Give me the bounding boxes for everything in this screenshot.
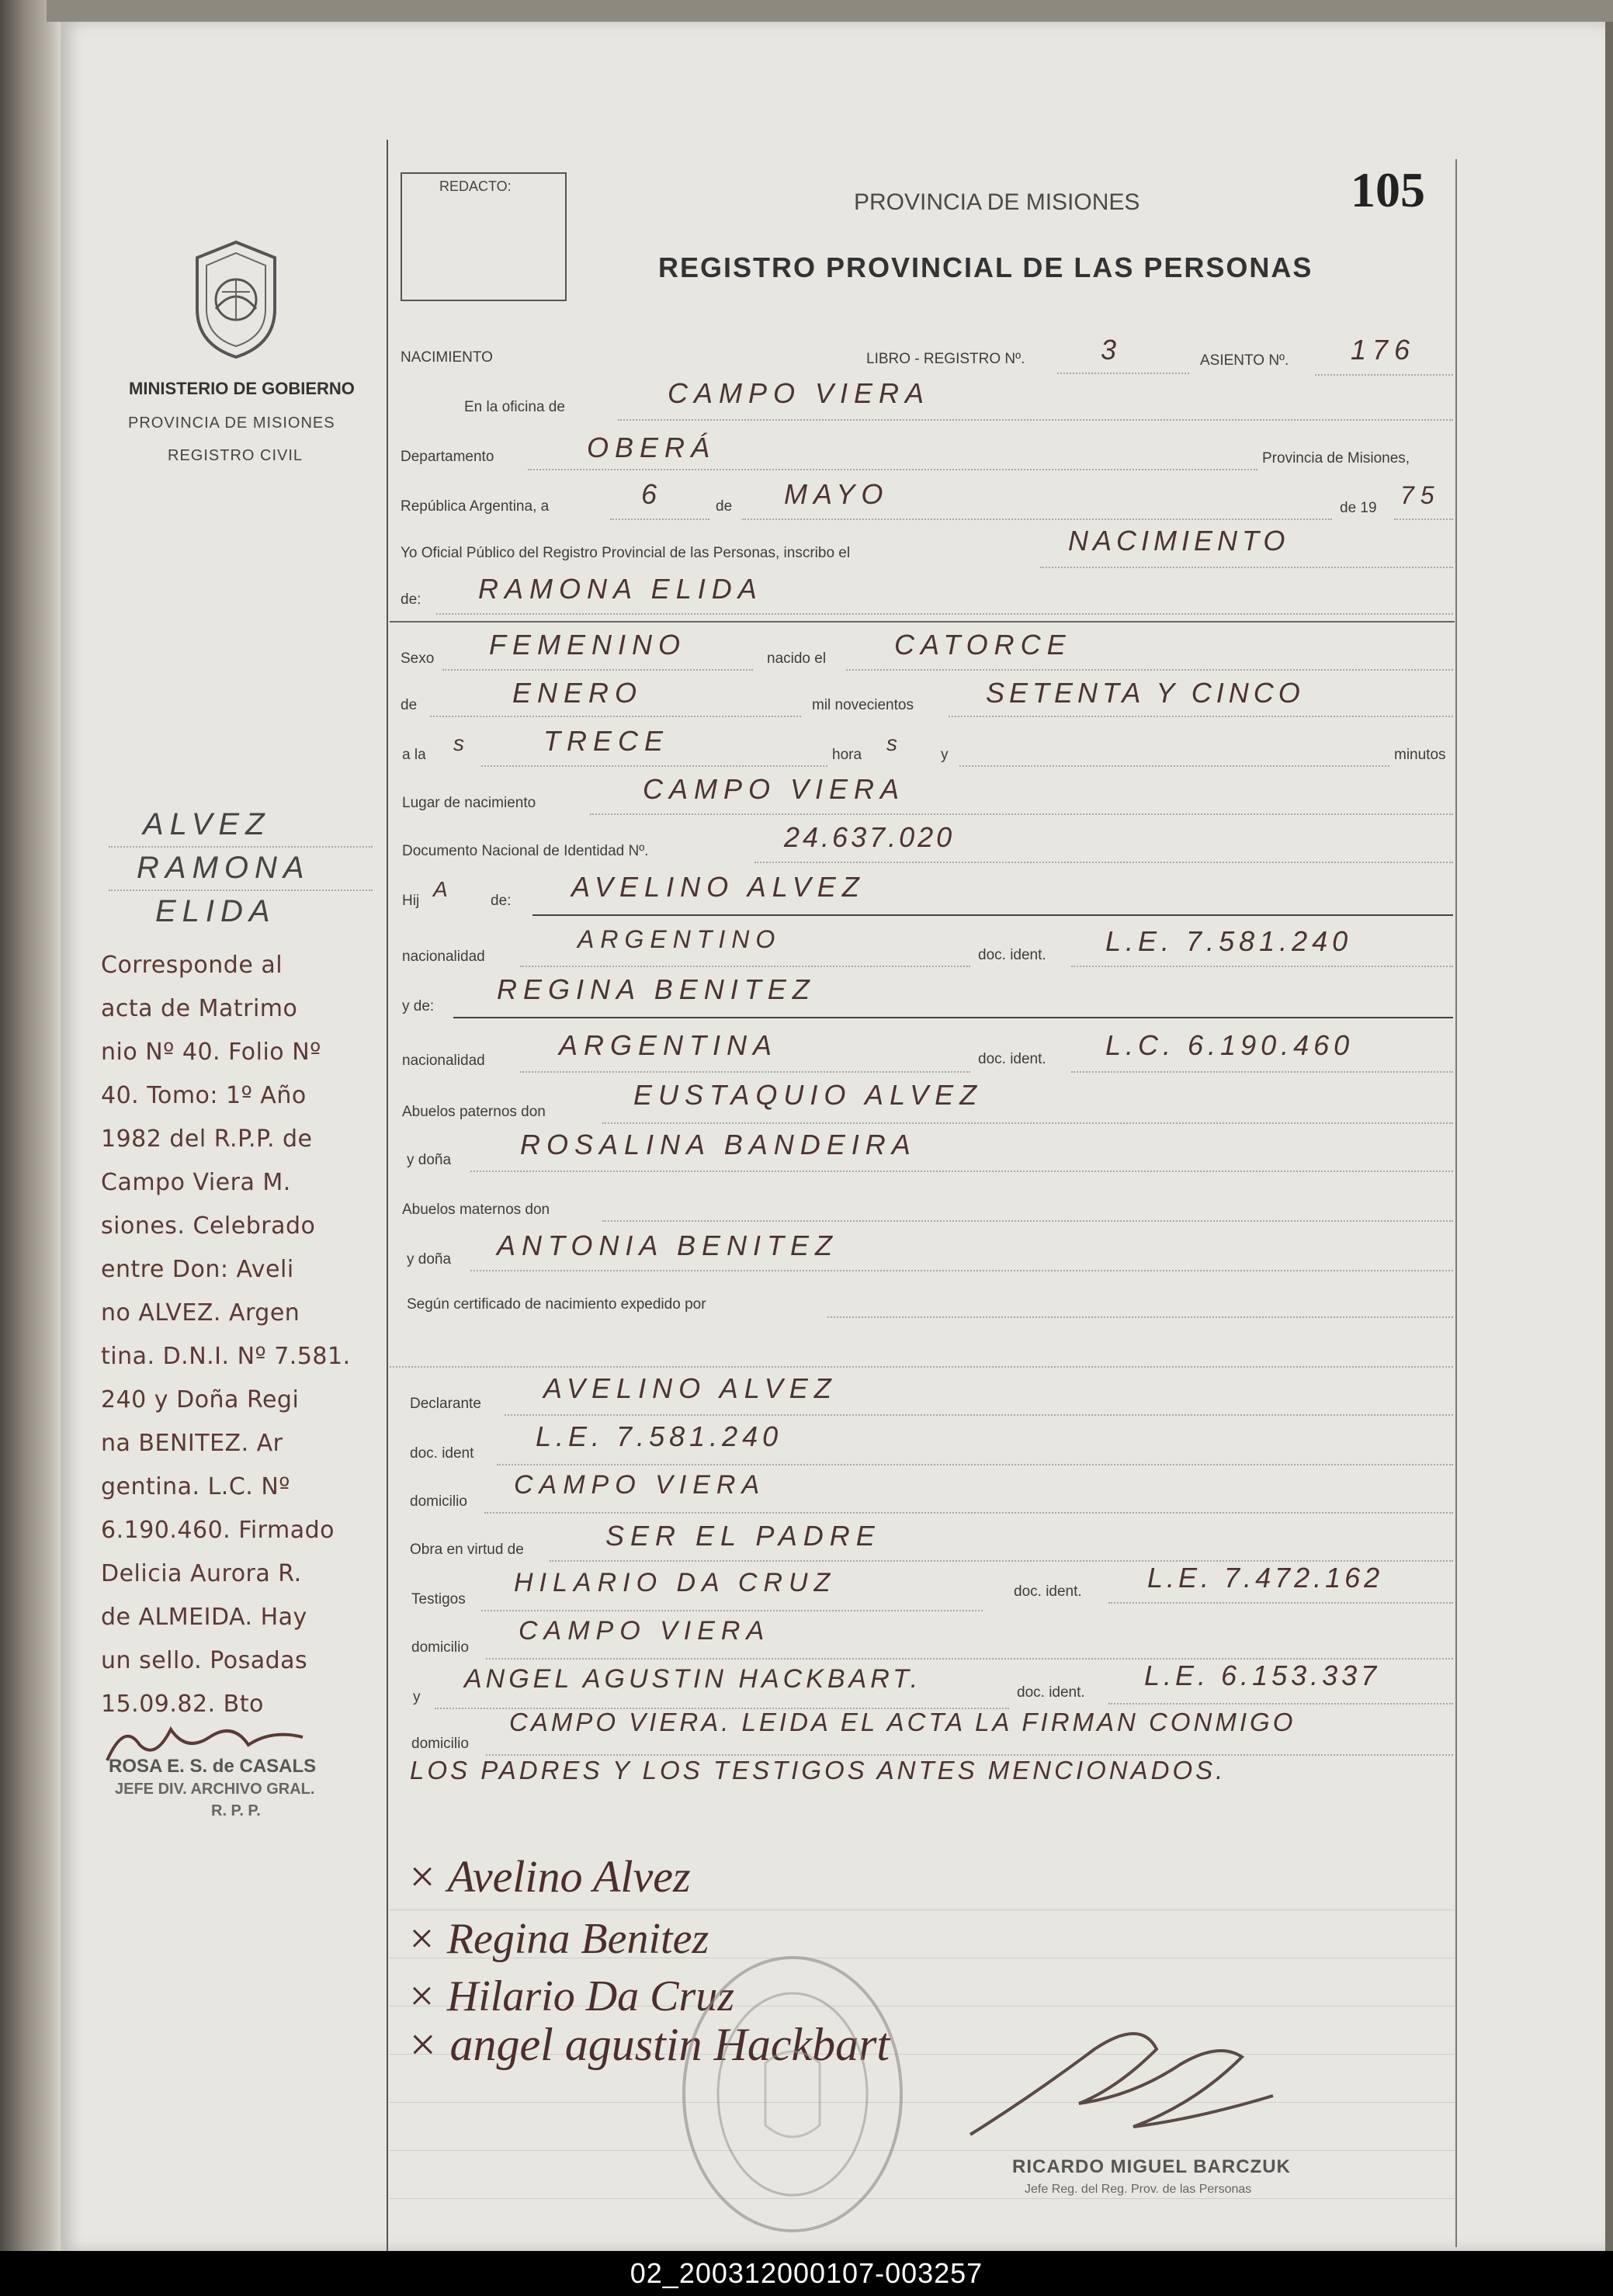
abuelo-pat-value: EUSTAQUIO ALVEZ <box>633 1079 983 1111</box>
padre-line <box>532 914 1453 916</box>
margin-note-line: tina. D.N.I. Nº 7.581. <box>101 1343 351 1370</box>
republica-label: República Argentina, a <box>401 498 550 515</box>
declarante-dom-line <box>484 1512 1453 1514</box>
asiento-label: ASIENTO Nº. <box>1200 352 1289 369</box>
padre-doc-value: L.E. 7.581.240 <box>1105 925 1353 957</box>
margin-line <box>109 846 373 848</box>
page-number: 105 <box>1351 162 1425 217</box>
sexo-label: Sexo <box>401 650 435 667</box>
departamento-label: Departamento <box>401 449 494 465</box>
dni-line <box>754 862 1453 863</box>
margin-stamp-line3: R. P. P. <box>211 1802 261 1819</box>
lugar-value: CAMPO VIERA <box>643 773 906 805</box>
abuela-mat-line <box>470 1270 1453 1271</box>
margin-note-line: gentina. L.C. Nº <box>101 1473 290 1500</box>
de19-label: de 19 <box>1340 500 1377 516</box>
nacido-mes-line <box>430 716 801 717</box>
margin-note-line: 6.190.460. Firmado <box>101 1517 335 1544</box>
y-dona-label: y doña <box>407 1152 452 1168</box>
filename-label: 02_200312000107-003257 <box>630 2257 983 2289</box>
margin-note-line: acta de Matrimo <box>101 995 298 1022</box>
y-dona2-label: y doña <box>407 1251 452 1268</box>
ministry-line3: REGISTRO CIVIL <box>168 447 304 464</box>
segun-line-2 <box>390 1366 1453 1368</box>
declarante-doc-value: L.E. 7.581.240 <box>536 1420 783 1452</box>
obra-value: SER EL PADRE <box>605 1520 881 1552</box>
nacido-anio-line <box>949 716 1453 717</box>
segun-label: Según certificado de nacimiento expedido por <box>407 1296 706 1313</box>
y-label: y <box>941 747 949 763</box>
doc-ident5-label: doc. ident. <box>1017 1684 1085 1701</box>
declarante-dom-value: CAMPO VIERA <box>514 1470 766 1500</box>
domicilio3-label: domicilio <box>411 1736 469 1752</box>
doc-ident2-label: doc. ident. <box>978 1051 1046 1067</box>
margin-note-line: 40. Tomo: 1º Año <box>101 1082 307 1109</box>
mes-line <box>742 519 1332 520</box>
lugar-line <box>590 813 1453 815</box>
madre-doc-value: L.C. 6.190.460 <box>1105 1029 1355 1061</box>
mil-label: mil novecientos <box>812 697 914 713</box>
ruled-line <box>390 2198 1455 2199</box>
doc-ident4-label: doc. ident. <box>1014 1583 1082 1600</box>
province-title: PROVINCIA DE MISIONES <box>854 189 1140 215</box>
margin-note-line: Campo Viera M. <box>101 1169 291 1196</box>
nacimiento-label: NACIMIENTO <box>401 349 493 366</box>
official-name: RICARDO MIGUEL BARCZUK <box>1012 2156 1291 2177</box>
abuelos-mat-label: Abuelos maternos don <box>402 1202 550 1218</box>
testigo1-dom-value: CAMPO VIERA <box>519 1616 771 1646</box>
a-la-label: a la <box>402 747 426 763</box>
testigo2-doc-line <box>1108 1703 1453 1705</box>
nacido-label: nacido el <box>767 650 827 667</box>
closing-value: LOS PADRES Y LOS TESTIGOS ANTES MENCIONADOS. <box>410 1756 1226 1784</box>
ruled-line <box>390 2102 1455 2103</box>
nacido-anio-value: SETENTA Y CINCO <box>986 677 1305 709</box>
a-la-suffix: s <box>453 731 466 755</box>
padre-value: AVELINO ALVEZ <box>571 871 865 903</box>
abuela-mat-value: ANTONIA BENITEZ <box>497 1230 839 1261</box>
de2-label: de <box>401 697 418 713</box>
asiento-line <box>1315 374 1453 376</box>
redacto-box <box>401 172 567 301</box>
ruled-line <box>390 2150 1455 2151</box>
declarante-line <box>505 1414 1453 1416</box>
nacido-dia-value: CATORCE <box>894 629 1072 661</box>
margin-note-line: un sello. Posadas <box>101 1647 308 1674</box>
signature-avelino: Avelino Alvez <box>447 1851 691 1902</box>
margin-line <box>109 890 373 891</box>
minutos-label: minutos <box>1394 747 1446 763</box>
margin-note-line: 240 y Doña Regi <box>101 1386 300 1413</box>
madre-nac-value: ARGENTINA <box>559 1029 779 1061</box>
official-seal-icon <box>672 1947 913 2242</box>
margin-name2: ELIDA <box>155 894 276 928</box>
hora-line <box>481 765 827 767</box>
section-divider <box>390 621 1455 623</box>
signature-1: × Avelino Alvez <box>407 1851 691 1902</box>
padre-doc-line <box>1071 966 1453 967</box>
testigo1-doc-value: L.E. 7.472.162 <box>1147 1562 1384 1594</box>
lugar-label: Lugar de nacimiento <box>402 795 536 811</box>
official-title: Jefe Reg. del Reg. Prov. de las Personas <box>1025 2183 1252 2196</box>
margin-note-line: Delicia Aurora R. <box>101 1560 302 1587</box>
signature-4: × angel agustin Hackbart <box>407 2019 890 2070</box>
anio-value: 75 <box>1400 481 1441 509</box>
abuelo-pat-line <box>602 1122 1453 1124</box>
ruled-line <box>390 1909 1455 1910</box>
acto-value: NACIMIENTO <box>1068 525 1290 557</box>
doc-ident-label: doc. ident. <box>978 947 1046 963</box>
libro-value: 3 <box>1101 334 1123 366</box>
padre-nac-value: ARGENTINO <box>578 925 782 953</box>
testigos-label: Testigos <box>411 1591 466 1608</box>
doc-ident3-label: doc. ident <box>410 1445 474 1462</box>
testigo1-line <box>481 1610 983 1611</box>
ministry-line1: MINISTERIO DE GOBIERNO <box>129 379 355 398</box>
provincia-label: Provincia de Misiones, <box>1262 450 1410 466</box>
form-frame-left <box>387 140 388 2255</box>
libro-label: LIBRO - REGISTRO Nº. <box>866 351 1025 367</box>
declarante-value: AVELINO ALVEZ <box>543 1372 838 1404</box>
testigo1-value: HILARIO DA CRUZ <box>514 1568 837 1597</box>
documento-label: Documento Nacional de Identidad Nº. <box>402 843 649 859</box>
margin-note-line: 1982 del R.P.P. de <box>101 1125 313 1153</box>
padre-de-label: de: <box>491 893 512 909</box>
signature-2: × Regina Benitez <box>407 1915 709 1963</box>
nombre-line <box>436 613 1453 615</box>
minutos-line <box>959 765 1389 767</box>
signature-3: × Hilario Da Cruz <box>407 1972 735 2020</box>
top-edge <box>47 0 1613 22</box>
madre-value: REGINA BENITEZ <box>497 973 816 1005</box>
ministry-line2: PROVINCIA DE MISIONES <box>128 414 335 432</box>
margin-note-line: 15.09.82. Bto <box>101 1691 264 1718</box>
dia-value: 6 <box>641 478 664 510</box>
de-label: de <box>716 498 733 515</box>
anio-line <box>1394 519 1453 520</box>
abuelo-mat-line <box>602 1220 1453 1222</box>
nacido-line <box>846 669 1453 671</box>
madre-de-label: y de: <box>402 998 435 1014</box>
form-frame-right <box>1455 159 1457 2247</box>
dia-line <box>610 519 709 520</box>
acto-line <box>1040 567 1453 568</box>
hora-label: hora <box>832 747 862 763</box>
hij-suffix: A <box>433 877 454 901</box>
margin-note-line: no ALVEZ. Argen <box>101 1299 300 1327</box>
margin-stamp-line1: ROSA E. S. de CASALS <box>109 1756 317 1777</box>
redacto-label: REDACTO: <box>439 179 512 194</box>
departamento-value: OBERÁ <box>587 432 716 463</box>
testigo1-doc-line <box>1108 1602 1453 1604</box>
margin-note-line: na BENITEZ. Ar <box>101 1430 283 1457</box>
nacido-mes-value: ENERO <box>512 677 643 709</box>
testigo2-doc-value: L.E. 6.153.337 <box>1144 1660 1381 1691</box>
oficina-line <box>618 419 1453 421</box>
libro-line <box>1057 373 1189 374</box>
margin-stamp-line2: JEFE DIV. ARCHIVO GRAL. <box>115 1781 315 1798</box>
oficina-value: CAMPO VIERA <box>668 377 931 409</box>
abuela-pat-line <box>470 1171 1453 1172</box>
domicilio2-label: domicilio <box>411 1639 469 1656</box>
margin-note-line: siones. Celebrado <box>101 1212 316 1240</box>
departamento-line <box>528 469 1257 470</box>
abuelos-pat-label: Abuelos paternos don <box>402 1104 546 1120</box>
hij-label: Hij <box>402 893 420 909</box>
madre-doc-line <box>1071 1071 1453 1073</box>
sexo-line <box>442 669 753 671</box>
nombre-value: RAMONA ELIDA <box>478 573 763 605</box>
signature-regina: Regina Benitez <box>446 1915 709 1963</box>
testigo2-value: ANGEL AGUSTIN HACKBART. <box>464 1664 922 1694</box>
margin-surname: ALVEZ <box>143 807 271 841</box>
hora-value: TRECE <box>543 725 670 757</box>
registry-title: REGISTRO PROVINCIAL DE LAS PERSONAS <box>658 251 1313 283</box>
sexo-value: FEMENINO <box>489 629 687 661</box>
inscribo-label: Yo Oficial Público del Registro Provincial de las Personas, inscribo el <box>401 545 851 561</box>
hora-suffix: s <box>886 731 899 755</box>
abuela-pat-value: ROSALINA BANDEIRA <box>520 1129 917 1160</box>
madre-line <box>453 1017 1453 1018</box>
mes-value: MAYO <box>784 478 890 510</box>
nombre-label: de: <box>401 591 421 608</box>
margin-note-line: Corresponde al <box>101 952 283 979</box>
book-binding <box>0 0 61 2251</box>
margin-note-line: de ALMEIDA. Hay <box>101 1604 307 1631</box>
signature-hilario: Hilario Da Cruz <box>446 1972 735 2020</box>
coat-of-arms-icon <box>185 238 287 362</box>
y2-label: y <box>413 1689 421 1705</box>
nacionalidad-label: nacionalidad <box>402 949 485 965</box>
obra-label: Obra en virtud de <box>410 1542 524 1558</box>
signature-angel: angel agustin Hackbart <box>449 2019 890 2070</box>
margin-note-line: entre Don: Aveli <box>101 1256 294 1283</box>
margin-note-line: nio Nº 40. Folio Nº <box>101 1039 321 1066</box>
madre-nac-line <box>520 1071 970 1073</box>
domicilio-label: domicilio <box>410 1493 467 1510</box>
footer-bar <box>0 2251 1613 2296</box>
declarante-doc-line <box>497 1464 1453 1465</box>
oficina-label: En la oficina de <box>464 399 565 415</box>
margin-name1: RAMONA <box>137 851 310 885</box>
dni-value: 24.637.020 <box>784 821 956 853</box>
nacionalidad2-label: nacionalidad <box>402 1053 485 1069</box>
asiento-value: 176 <box>1351 334 1417 366</box>
declarante-label: Declarante <box>410 1396 481 1412</box>
testigo2-dom-value: CAMPO VIERA. LEIDA EL ACTA LA FIRMAN CONMIGO <box>509 1708 1296 1736</box>
padre-nac-line <box>520 966 970 967</box>
segun-line <box>827 1316 1453 1318</box>
official-signature-icon <box>963 2003 1289 2158</box>
